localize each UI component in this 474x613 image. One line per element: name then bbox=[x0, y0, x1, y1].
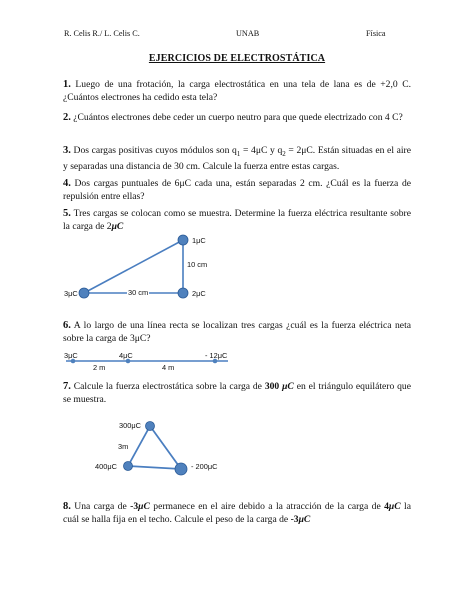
question-text: Luego de una frotación, la carga electrostática en una tela de lana es de +2,0 C. ¿Cuántos electrones ha cedido esta tela? bbox=[63, 79, 411, 103]
label-charge-2: 4μC bbox=[119, 351, 133, 360]
question-text: Tres cargas se colocan como se muestra. Determine la fuerza eléctrica resultante sobre la carga de 2 bbox=[63, 208, 411, 232]
question-number: 7. bbox=[63, 381, 71, 392]
header-authors: R. Celis R./ L. Celis C. bbox=[64, 29, 140, 38]
question-text: Calcule la fuerza electrostática sobre la carga de bbox=[70, 381, 265, 392]
label-charge-right: 2μC bbox=[192, 289, 206, 298]
label-side-length: 3m bbox=[118, 442, 129, 451]
question-text-unit: μC bbox=[298, 513, 311, 525]
charge-2uC bbox=[178, 288, 188, 298]
question-text: permanece en el aire debido a la atracción de la carga de bbox=[149, 501, 385, 512]
question-number: 1. bbox=[63, 79, 71, 90]
charge-3uC bbox=[79, 288, 89, 298]
question-number: 2. bbox=[63, 112, 71, 123]
charge-minus-200uC bbox=[175, 463, 187, 475]
question-text: = 4μC y q bbox=[240, 145, 283, 156]
label-vertical-distance: 10 cm bbox=[187, 260, 208, 269]
page-title: EJERCICIOS DE ELECTROSTÁTICA bbox=[148, 53, 326, 64]
label-charge-top: 1μC bbox=[192, 236, 206, 245]
question-text-value: 4 bbox=[384, 501, 389, 512]
side-left bbox=[128, 426, 150, 466]
charge-400uC bbox=[124, 462, 133, 471]
question-text: Dos cargas puntuales de 6μC cada una, están separadas 2 cm. ¿Cuál es la fuerza de repulsión entre ellas? bbox=[63, 178, 411, 202]
side-bottom bbox=[128, 466, 181, 469]
label-distance-2: 4 m bbox=[162, 363, 175, 372]
question-text: A lo largo de una línea recta se localizan tres cargas ¿cuál es la fuerza eléctrica neta sobre la carga de 3μC? bbox=[63, 320, 411, 344]
label-charge-top: 300μC bbox=[119, 421, 141, 430]
label-charge-1: 3μC bbox=[64, 351, 78, 360]
question-text: = 2μC. Están situadas en el aire y separadas una distancia de 30 cm. Calcule la fuerza entre estas cargas. bbox=[63, 145, 412, 172]
hypotenuse-line bbox=[84, 240, 183, 293]
label-charge-right: - 200μC bbox=[191, 462, 218, 471]
label-charge-left: 400μC bbox=[95, 462, 117, 471]
question-text-value: -3 bbox=[130, 501, 139, 512]
label-horizontal-distance: 30 cm bbox=[128, 288, 149, 297]
question-text-unit: μC bbox=[388, 501, 401, 512]
question-number: 6. bbox=[63, 320, 71, 331]
question-text-unit: μC bbox=[111, 220, 124, 232]
question-number: 3. bbox=[63, 145, 71, 156]
label-charge-left: 3μC bbox=[64, 289, 78, 298]
label-charge-3: - 12μC bbox=[205, 351, 228, 360]
question-text-value: -3 bbox=[290, 513, 299, 525]
charge-300uC bbox=[146, 422, 155, 431]
side-right bbox=[150, 426, 181, 469]
question-text: Dos cargas positivas cuyos módulos son q bbox=[70, 145, 237, 156]
question-text: Una carga de bbox=[70, 501, 131, 512]
question-number: 8. bbox=[63, 501, 71, 512]
question-text-unit: μC bbox=[282, 381, 294, 392]
question-number: 4. bbox=[63, 178, 71, 189]
subscript: 2 bbox=[282, 149, 286, 158]
question-number: 5. bbox=[63, 208, 71, 219]
header-university: UNAB bbox=[236, 29, 260, 38]
question-text-unit: μC bbox=[138, 501, 150, 512]
question-text: ¿Cuántos electrones debe ceder un cuerpo neutro para que quede electrizado con 4 C? bbox=[70, 112, 403, 123]
subscript: 1 bbox=[236, 149, 241, 158]
question-text: en el triángulo equilátero que se muestra. bbox=[63, 381, 411, 405]
header-subject: Física bbox=[366, 29, 386, 38]
charge-1uC bbox=[178, 235, 188, 245]
figure-6-line bbox=[66, 359, 228, 364]
question-text-value: 300 bbox=[264, 381, 283, 392]
question-text: la cuál se halla fija en el techo. Calcule el peso de la carga de bbox=[63, 501, 411, 525]
label-distance-1: 2 m bbox=[93, 363, 106, 372]
